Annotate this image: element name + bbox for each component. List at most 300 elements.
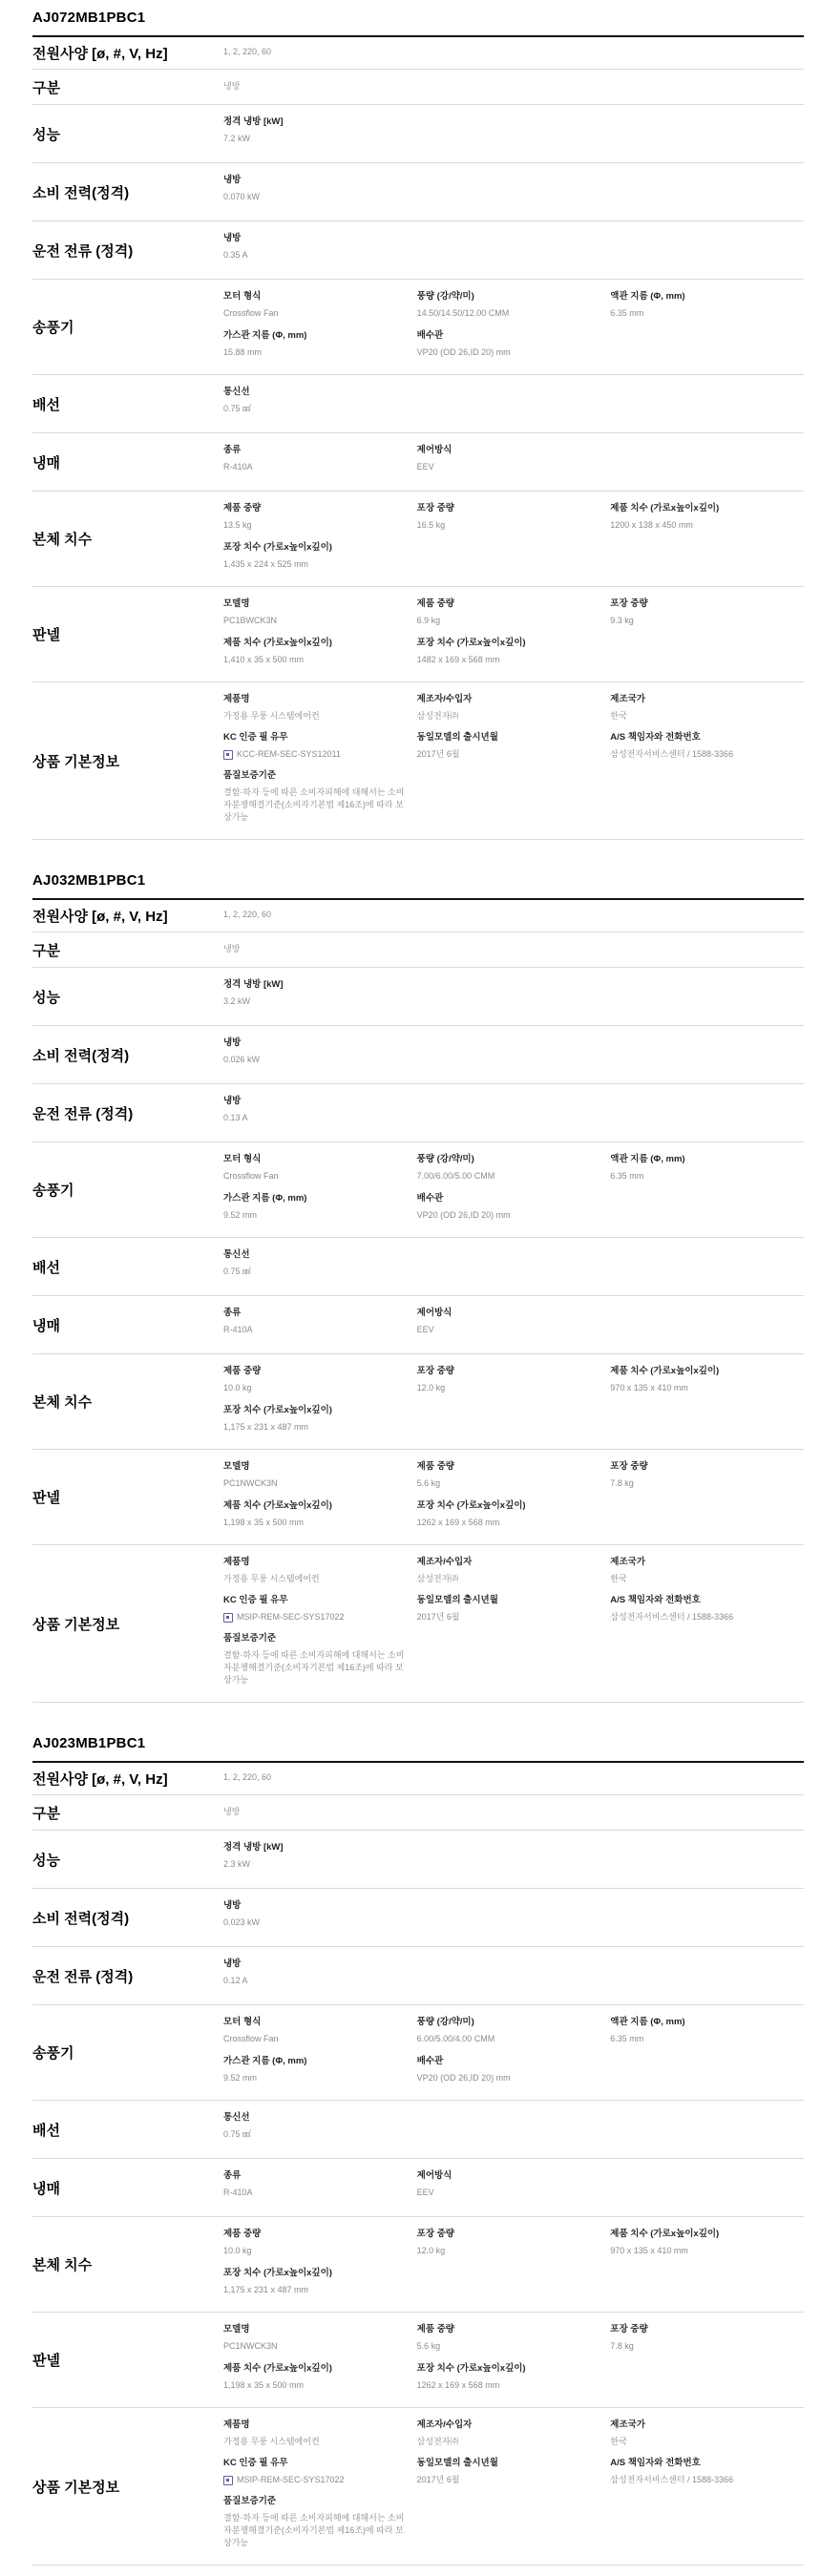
spec-row — [32, 682, 804, 840]
spec-row — [32, 2005, 804, 2101]
spec-item-value: 1,198 x 35 x 500 mm — [223, 1517, 305, 1527]
kc-cert-icon — [223, 750, 233, 760]
spec-item-key: 제어방식 — [416, 445, 453, 455]
spec-item-key: 통신선 — [223, 1249, 250, 1260]
spec-item-key: 통신선 — [223, 2112, 250, 2123]
spec-item-value: 5.6 kg — [416, 1478, 441, 1488]
spec-item-key: 풍량 (강/약/미) — [416, 2017, 474, 2027]
spec-item — [417, 1305, 611, 1345]
spec-row-content — [223, 2408, 804, 2565]
spec-item-value: 가정용 무풍 시스템에어컨 — [223, 1574, 320, 1583]
spec-row — [32, 1142, 804, 1238]
spec-item — [223, 1630, 804, 1693]
spec-row — [32, 433, 804, 492]
spec-item-key: 냉방 — [223, 1096, 242, 1106]
spec-item — [223, 1363, 417, 1402]
spec-item-key: 제품 중량 — [416, 1461, 454, 1472]
spec-item — [223, 2168, 417, 2208]
spec-item-value: 1482 x 169 x 568 mm — [416, 654, 500, 664]
spec-item-value: 10.0 kg — [223, 2246, 252, 2255]
spec-item-value: 0.13 A — [223, 1113, 248, 1122]
spec-item — [223, 2014, 417, 2053]
spec-item-key: 포장 치수 (가로x높이x깊이) — [223, 541, 332, 553]
spec-item-key: 냉방 — [223, 175, 242, 185]
spec-value: 1, 2, 220, 60 — [223, 1772, 272, 1782]
spec-item — [223, 500, 417, 539]
spec-item — [610, 1458, 804, 1497]
spec-item-key: 제어방식 — [416, 2170, 453, 2181]
spec-item-value: 2017년 6월 — [416, 2475, 460, 2484]
kc-cert-icon — [223, 1613, 233, 1623]
spec-row-content — [223, 2313, 804, 2407]
spec-value: 1, 2, 220, 60 — [223, 47, 272, 56]
model-title: AJ072MB1PBC1 — [32, 8, 804, 37]
spec-item-value: 가정용 무풍 시스템에어컨 — [223, 2437, 320, 2446]
spec-row-content — [223, 37, 804, 69]
spec-item-value: 7.2 kW — [223, 134, 251, 143]
spec-item — [417, 596, 611, 635]
spec-item — [223, 384, 417, 424]
spec-item-key: KC 인증 필 유무 — [223, 732, 288, 743]
spec-item — [223, 1035, 417, 1075]
spec-item-key: 가스관 지름 (Φ, mm) — [223, 1192, 307, 1204]
spec-item — [223, 2053, 417, 2092]
spec-item-key: 포장 중량 — [416, 2229, 454, 2239]
kc-cert-number: MSIP-REM-SEC-SYS17022 — [237, 1612, 345, 1622]
spec-item — [417, 635, 611, 674]
spec-item-key: 풍량 (강/약/미) — [416, 291, 474, 302]
spec-item-value: 0.12 A — [223, 1976, 248, 1985]
spec-row-content — [223, 280, 804, 374]
spec-row — [32, 2408, 804, 2566]
spec-item-value: 0.023 kW — [223, 1917, 261, 1927]
quality-note: 결함·하자 등에 따른 소비자피해에 대해서는 소비자분쟁해결기준(소비자기본법 제16조)에 따라 보상가능 — [223, 1650, 405, 1685]
kc-cert-number: KCC-REM-SEC-SYS12011 — [237, 749, 341, 759]
spec-item-key: 포장 중량 — [610, 1461, 648, 1472]
spec-row — [32, 1795, 804, 1831]
spec-row-content — [223, 105, 804, 162]
spec-row-content — [223, 221, 804, 279]
spec-item-key: 냉방 — [223, 1900, 242, 1911]
spec-item-key: A/S 책임자와 전화번호 — [610, 732, 701, 743]
spec-item-key: 정격 냉방 [kW] — [223, 979, 284, 990]
spec-item — [417, 1554, 611, 1592]
spec-row-label: 배선 — [32, 396, 60, 413]
spec-item — [417, 442, 611, 482]
spec-item-key: 포장 중량 — [416, 503, 454, 513]
spec-page — [32, 0, 804, 2566]
spec-item-key: 제품명 — [223, 694, 250, 704]
spec-row — [32, 587, 804, 682]
spec-item-value: 6.35 mm — [610, 1171, 644, 1181]
spec-item-key: 제품 중량 — [223, 2229, 262, 2239]
spec-row-label: 전원사양 [ø, #, V, Hz] — [32, 909, 168, 925]
spec-row-label: 송풍기 — [32, 1183, 74, 1199]
spec-row-label: 상품 기본정보 — [32, 1616, 120, 1633]
spec-item — [610, 729, 804, 767]
spec-item — [223, 1839, 417, 1879]
spec-row-content — [223, 1450, 804, 1544]
spec-item — [610, 500, 804, 539]
spec-item-value: 15.88 mm — [223, 346, 263, 357]
spec-row-label: 성능 — [32, 989, 60, 1006]
spec-item-value: 14.50/14.50/12.00 CMM — [416, 308, 510, 318]
spec-item-value: 10.0 kg — [223, 1383, 252, 1393]
spec-item-key: 품질보증기준 — [223, 1633, 277, 1644]
spec-row-content — [223, 900, 804, 932]
spec-item — [417, 1190, 611, 1229]
spec-row — [32, 1763, 804, 1795]
spec-row-label: 본체 치수 — [32, 1394, 93, 1411]
spec-item-value: 9.3 kg — [610, 616, 634, 625]
spec-item — [223, 976, 417, 1016]
spec-item — [610, 2455, 804, 2493]
spec-item-value: PC1NWCK3N — [223, 2341, 278, 2351]
spec-item — [417, 2360, 611, 2399]
model-title: AJ032MB1PBC1 — [32, 870, 804, 900]
spec-item — [417, 2168, 611, 2208]
spec-item-value: 0.75 ㎟ — [223, 1267, 252, 1276]
spec-row — [32, 1296, 804, 1354]
spec-row-content — [223, 70, 804, 104]
spec-item — [417, 1592, 611, 1630]
spec-item — [223, 1497, 417, 1537]
spec-item-value: 삼성전자㈜ — [416, 1574, 459, 1583]
spec-row-label: 냉매 — [32, 2180, 60, 2197]
spec-item-value: 5.6 kg — [416, 2341, 441, 2351]
kc-cert-icon — [223, 2476, 233, 2485]
spec-item — [223, 327, 417, 367]
model-spec-section — [32, 1726, 804, 2566]
spec-row — [32, 2217, 804, 2313]
spec-row-content — [223, 1084, 804, 1141]
spec-row-content — [223, 1545, 804, 1702]
spec-item — [223, 172, 417, 212]
spec-item-key: 통신선 — [223, 387, 250, 397]
spec-item-value: 0.070 kW — [223, 192, 261, 201]
spec-item-key: 포장 치수 (가로x높이x깊이) — [223, 1404, 332, 1415]
spec-item-value: EEV — [416, 1325, 434, 1334]
spec-item-value: 1,435 x 224 x 525 mm — [223, 558, 309, 569]
spec-row — [32, 2313, 804, 2408]
spec-item — [610, 1554, 804, 1592]
spec-item-key: 모델명 — [223, 2324, 250, 2335]
spec-item — [223, 2265, 417, 2304]
spec-row — [32, 968, 804, 1026]
spec-item-value: 2017년 6월 — [416, 749, 460, 759]
spec-row-label: 판넬 — [32, 2353, 60, 2369]
spec-item — [223, 2109, 417, 2149]
spec-row — [32, 1947, 804, 2005]
spec-item — [223, 2455, 417, 2493]
spec-row — [32, 1889, 804, 1947]
spec-item — [223, 288, 417, 327]
spec-item-value: 7.8 kg — [610, 2341, 634, 2351]
spec-item-value: 한국 — [610, 711, 627, 721]
spec-item-value: 0.75 ㎟ — [223, 2129, 252, 2139]
spec-row-content — [223, 1026, 804, 1083]
spec-item-value: 9.52 mm — [223, 2072, 258, 2083]
spec-row-content — [223, 968, 804, 1025]
spec-row-label: 본체 치수 — [32, 2257, 93, 2273]
spec-item-value: 7.00/6.00/5.00 CMM — [416, 1171, 495, 1181]
spec-item-value: 0.026 kW — [223, 1055, 261, 1064]
spec-item-key: 제품 치수 (가로x높이x깊이) — [223, 1499, 332, 1511]
spec-item-key: 동일모델의 출시년월 — [416, 732, 498, 743]
spec-value: 1, 2, 220, 60 — [223, 910, 272, 919]
spec-item-key: 제품 중량 — [223, 1366, 262, 1376]
spec-item-key: 제조국가 — [610, 694, 645, 704]
spec-item — [417, 2417, 611, 2455]
spec-row-content — [223, 375, 804, 432]
spec-item-key: 모델명 — [223, 1461, 250, 1472]
spec-item-value: Crossflow Fan — [223, 308, 279, 318]
spec-row-label: 구분 — [32, 1805, 60, 1822]
spec-item — [610, 1363, 804, 1402]
spec-item-value: 한국 — [610, 2437, 627, 2446]
spec-item-value: 6.00/5.00/4.00 CMM — [416, 2034, 495, 2043]
spec-row — [32, 1354, 804, 1450]
spec-row — [32, 105, 804, 163]
spec-item-key: 제품 치수 (가로x높이x깊이) — [223, 2362, 332, 2374]
spec-row-label: 냉매 — [32, 454, 60, 471]
spec-item-value: 1262 x 169 x 568 mm — [416, 2379, 500, 2390]
spec-item — [417, 1151, 611, 1190]
spec-item — [223, 442, 417, 482]
spec-item — [417, 729, 611, 767]
spec-item-value: 970 x 135 x 410 mm — [610, 1383, 688, 1393]
spec-item-key: 액관 지름 (Φ, mm) — [610, 2017, 685, 2027]
spec-row-label: 소비 전력(정격) — [32, 1047, 130, 1064]
spec-item-value: 1200 x 138 x 450 mm — [610, 520, 693, 530]
spec-item-key: 제품 치수 (가로x높이x깊이) — [610, 503, 720, 513]
spec-row-label: 구분 — [32, 79, 60, 96]
spec-item — [223, 1190, 417, 1229]
spec-item-key: 제조국가 — [610, 2419, 645, 2430]
spec-item-key: 종류 — [223, 2170, 242, 2181]
spec-row — [32, 163, 804, 221]
spec-row-label: 판넬 — [32, 627, 60, 643]
spec-item — [223, 1402, 417, 1441]
spec-item — [610, 288, 804, 327]
spec-row-content — [223, 2005, 804, 2100]
spec-item — [223, 596, 417, 635]
spec-row-content — [223, 587, 804, 681]
spec-row-content — [223, 1238, 804, 1295]
spec-row-label: 구분 — [32, 942, 60, 959]
spec-item-key: 제품명 — [223, 2419, 250, 2430]
spec-item-key: 가스관 지름 (Φ, mm) — [223, 329, 307, 341]
spec-item-key: 모터 형식 — [223, 2017, 262, 2027]
spec-row-content — [223, 1354, 804, 1449]
spec-item — [223, 1093, 417, 1133]
spec-row-label: 운전 전류 (정격) — [32, 242, 134, 260]
spec-row — [32, 1545, 804, 1703]
spec-item-key: 제조자/수입자 — [416, 2419, 473, 2430]
spec-item-key: 품질보증기준 — [223, 770, 277, 781]
spec-item-value: EEV — [416, 462, 434, 471]
spec-item-key: 액관 지름 (Φ, mm) — [610, 291, 685, 302]
spec-item-value: 1,410 x 35 x 500 mm — [223, 654, 305, 664]
spec-item-key: 액관 지름 (Φ, mm) — [610, 1154, 685, 1164]
spec-item-value: 삼성전자서비스센터 / 1588-3366 — [610, 2475, 734, 2484]
spec-row-content — [223, 682, 804, 839]
spec-row-label: 송풍기 — [32, 2045, 74, 2062]
spec-item-key: 모터 형식 — [223, 1154, 262, 1164]
spec-row-content — [223, 1795, 804, 1830]
spec-item-key: 냉방 — [223, 1037, 242, 1048]
spec-row-content — [223, 1947, 804, 2004]
quality-note: 결함·하자 등에 따른 소비자피해에 대해서는 소비자분쟁해결기준(소비자기본법 제16조)에 따라 보상가능 — [223, 787, 405, 822]
spec-item-key: 종류 — [223, 445, 242, 455]
spec-item — [417, 1458, 611, 1497]
spec-row — [32, 492, 804, 587]
spec-item-key: 제품 중량 — [416, 598, 454, 609]
spec-row-content — [223, 2217, 804, 2312]
spec-item-key: 포장 중량 — [610, 598, 648, 609]
spec-item-key: 냉방 — [223, 1958, 242, 1969]
spec-item-key: 제품 치수 (가로x높이x깊이) — [610, 2229, 720, 2239]
spec-item-key: 풍량 (강/약/미) — [416, 1154, 474, 1164]
spec-item — [610, 2014, 804, 2053]
spec-item-value: 12.0 kg — [416, 2246, 446, 2255]
spec-item-key: 배수관 — [416, 2055, 444, 2066]
spec-item — [610, 596, 804, 635]
spec-row-content — [223, 2159, 804, 2216]
spec-item-value: Crossflow Fan — [223, 1171, 279, 1181]
spec-item-value: 1,175 x 231 x 487 mm — [223, 1421, 309, 1432]
spec-item-value: VP20 (OD 26,ID 20) mm — [416, 2072, 511, 2083]
spec-item-value: 9.52 mm — [223, 1209, 258, 1220]
spec-item — [223, 2417, 417, 2455]
spec-item-value: 2017년 6월 — [416, 1612, 460, 1622]
spec-item — [223, 729, 417, 767]
spec-item — [610, 2321, 804, 2360]
spec-item — [223, 1897, 417, 1937]
spec-row — [32, 1450, 804, 1545]
spec-item — [223, 635, 417, 674]
spec-item-key: 종류 — [223, 1308, 242, 1318]
spec-row — [32, 1238, 804, 1296]
spec-item-value: 1,175 x 231 x 487 mm — [223, 2284, 309, 2294]
spec-row-label: 운전 전류 (정격) — [32, 1105, 134, 1122]
spec-row-content — [223, 1763, 804, 1794]
spec-row-label: 상품 기본정보 — [32, 2479, 120, 2496]
spec-item-value: 16.5 kg — [416, 520, 446, 530]
spec-item-key: 가스관 지름 (Φ, mm) — [223, 2055, 307, 2066]
spec-item-key: 제품명 — [223, 1557, 250, 1567]
spec-row-label: 본체 치수 — [32, 532, 93, 548]
spec-item-value: EEV — [416, 2188, 434, 2197]
spec-row — [32, 1831, 804, 1889]
spec-item-key: 포장 중량 — [416, 1366, 454, 1376]
spec-item-value: PC1BWCK3N — [223, 616, 278, 625]
spec-item-key: 모터 형식 — [223, 291, 262, 302]
spec-item-key: KC 인증 필 유무 — [223, 2458, 288, 2468]
spec-item — [610, 1592, 804, 1630]
spec-item-key: 제품 치수 (가로x높이x깊이) — [223, 637, 332, 648]
spec-item-key: 배수관 — [416, 1192, 444, 1204]
spec-item — [417, 1363, 611, 1402]
spec-item — [223, 1592, 417, 1630]
spec-item-value: 1,198 x 35 x 500 mm — [223, 2379, 305, 2390]
spec-row-content — [223, 492, 804, 586]
spec-item — [223, 2360, 417, 2399]
spec-row — [32, 1026, 804, 1084]
spec-item-key: 포장 중량 — [610, 2324, 648, 2335]
spec-item-value: R-410A — [223, 462, 253, 471]
spec-item — [223, 1458, 417, 1497]
spec-row — [32, 375, 804, 433]
spec-item-key: A/S 책임자와 전화번호 — [610, 1595, 701, 1605]
spec-row-label: 소비 전력(정격) — [32, 184, 130, 201]
spec-item-value: 3.2 kW — [223, 996, 251, 1006]
spec-item-key: KC 인증 필 유무 — [223, 1595, 288, 1605]
spec-item-value: 13.5 kg — [223, 520, 252, 530]
spec-item-key: 품질보증기준 — [223, 2496, 277, 2506]
spec-item-value: 삼성전자서비스센터 / 1588-3366 — [610, 749, 734, 759]
spec-item-value: 12.0 kg — [416, 1383, 446, 1393]
spec-item-value: Crossflow Fan — [223, 2034, 279, 2043]
spec-item — [223, 114, 417, 154]
spec-item-key: 동일모델의 출시년월 — [416, 2458, 498, 2468]
spec-row-label: 냉매 — [32, 1317, 60, 1334]
spec-row-label: 소비 전력(정격) — [32, 1910, 130, 1927]
kc-cert-value — [223, 1611, 410, 1623]
spec-row-label: 전원사양 [ø, #, V, Hz] — [32, 46, 168, 62]
spec-row — [32, 2101, 804, 2159]
spec-item-key: 냉방 — [223, 233, 242, 243]
spec-item-key: 제어방식 — [416, 1308, 453, 1318]
spec-item-key: A/S 책임자와 전화번호 — [610, 2458, 701, 2468]
spec-item — [417, 288, 611, 327]
spec-item-value: 0.35 A — [223, 250, 248, 260]
spec-item — [223, 1554, 417, 1592]
spec-item-value: 6.9 kg — [416, 616, 441, 625]
spec-row-label: 성능 — [32, 1852, 60, 1869]
spec-item-key: 포장 치수 (가로x높이x깊이) — [416, 1499, 526, 1511]
spec-item-value: 삼성전자㈜ — [416, 2437, 459, 2446]
spec-item — [223, 691, 417, 729]
spec-item-key: 동일모델의 출시년월 — [416, 1595, 498, 1605]
spec-item — [610, 2417, 804, 2455]
spec-item — [417, 691, 611, 729]
spec-item-value: 970 x 135 x 410 mm — [610, 2246, 688, 2255]
spec-item — [417, 2321, 611, 2360]
spec-item-value: 삼성전자서비스센터 / 1588-3366 — [610, 1612, 734, 1622]
spec-row-label: 성능 — [32, 126, 60, 143]
spec-row-label: 배선 — [32, 1259, 60, 1276]
spec-item-value: 7.8 kg — [610, 1478, 634, 1488]
spec-item-key: 포장 치수 (가로x높이x깊이) — [416, 637, 526, 648]
spec-item-value: PC1NWCK3N — [223, 1478, 278, 1488]
spec-item — [610, 1151, 804, 1190]
spec-item-value: 0.75 ㎟ — [223, 404, 252, 413]
spec-item-value: R-410A — [223, 1325, 253, 1334]
spec-row-content — [223, 163, 804, 220]
spec-row-label: 배선 — [32, 2122, 60, 2139]
spec-item — [417, 2014, 611, 2053]
spec-item — [223, 2226, 417, 2265]
spec-item-value: VP20 (OD 26,ID 20) mm — [416, 346, 511, 357]
spec-item-key: 제품 중량 — [416, 2324, 454, 2335]
spec-row — [32, 221, 804, 280]
spec-row — [32, 2159, 804, 2217]
model-spec-section — [32, 0, 804, 840]
spec-item — [223, 1956, 417, 1996]
spec-item — [223, 539, 417, 578]
spec-item-value: 1262 x 169 x 568 mm — [416, 1517, 500, 1527]
